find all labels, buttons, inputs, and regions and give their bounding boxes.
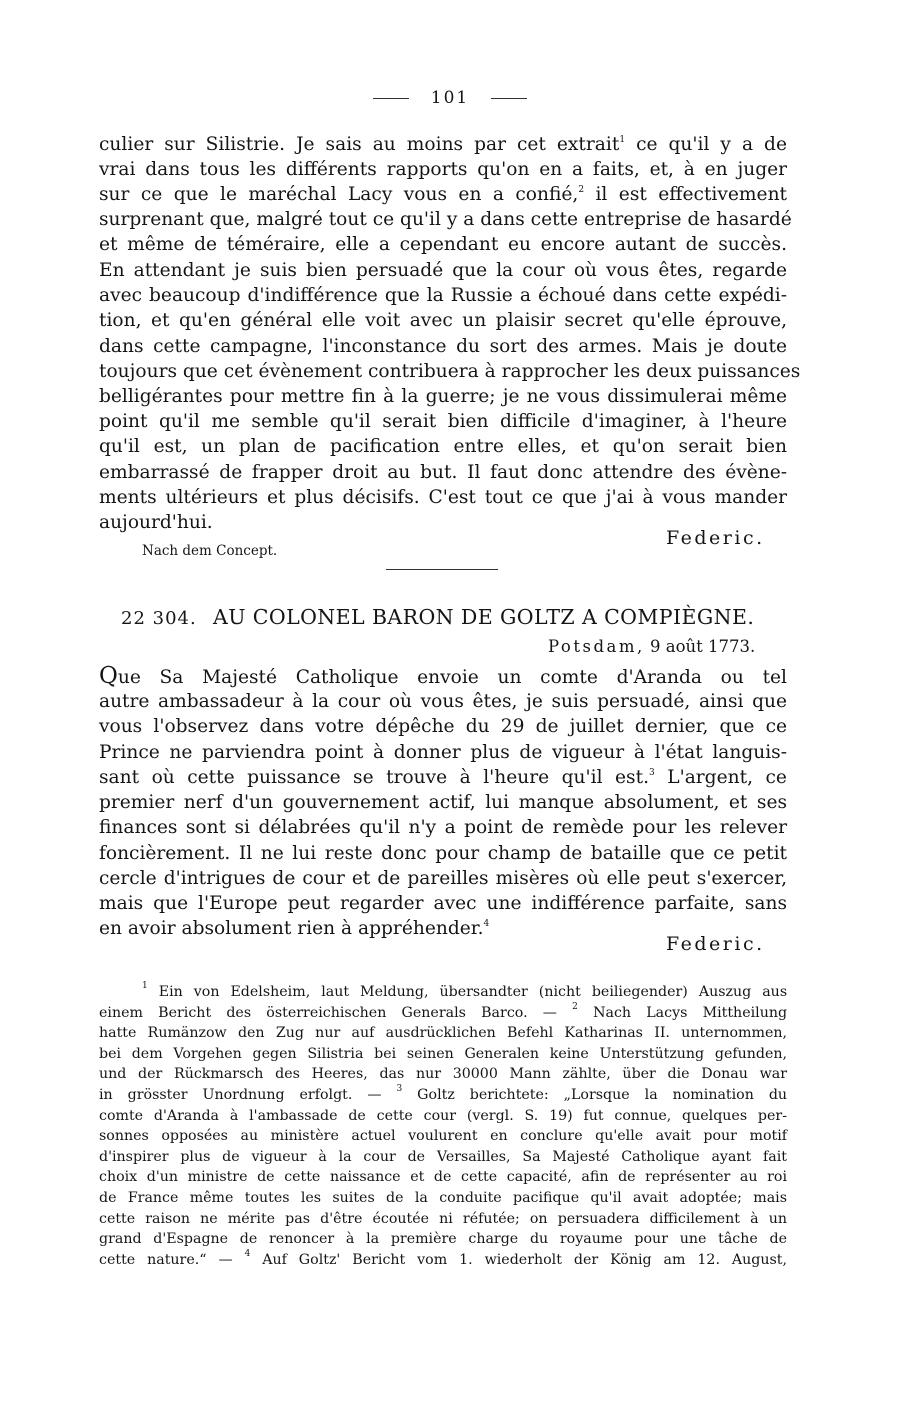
section-divider (386, 569, 498, 570)
footnote-marker: 2 (578, 185, 585, 195)
letter1-line: belligérantes pour mettre fin à la guerre; je ne vous dissimulerai même (99, 386, 787, 407)
footnote-line: und der Rückmarsch des Heeres, das nur 30000 Mann zählte, über die Donau war (99, 1066, 787, 1082)
letter1-line: dans cette campagne, l'inconstance du sort des armes. Mais je doute (99, 336, 787, 357)
letter2-line: Prince ne parviendra point à donner plus de vigueur à l'état languis- (99, 742, 787, 763)
footnote-marker: 4 (244, 1249, 251, 1259)
letter2-line: Que Sa Majesté Catholique envoie un comte d'Aranda ou tel (99, 663, 787, 689)
letter1-line: avec beaucoup d'indifférence que la Russie a échoué dans cette expédi- (99, 285, 787, 306)
letter1-line: toujours que cet évènement contribuera à rapprocher les deux puissances (99, 361, 801, 382)
letter1-line: embarrassé de frapper droit au but. Il faut donc attendre des évène- (99, 462, 787, 483)
letter-number: 22 304. (121, 608, 197, 629)
footnote-line: $^1$ Ein von Edelsheim, laut Meldung, übersandter (nicht beiliegender) Auszug aus (142, 981, 788, 1000)
letter2-line: sant où cette puissance se trouve à l'heure qu'il est.$^3$ L'argent, ce (99, 767, 787, 788)
letter2-line: cercle d'intrigues de cour et de pareilles misères où elle peut s'exercer, (99, 868, 787, 889)
footnote-marker: 2 (572, 1002, 578, 1012)
dateline (548, 637, 755, 656)
letter-title: AU COLONEL BARON DE GOLTZ A COMPIÈGNE. (213, 605, 755, 629)
dateline-date: 9 août 1773. (650, 637, 756, 656)
footnote-line: comte d'Aranda à l'ambassade de cette cour (vergl. S. 19) fut connue, quelques per- (99, 1108, 787, 1124)
letter2-line: en avoir absolument rien à appréhender.$^4$ (99, 918, 490, 939)
letter1-line: qu'il est, un plan de pacification entre elles, et qu'on serait bien (99, 436, 787, 457)
footnote-marker: 4 (483, 919, 490, 929)
footnote-line: einem Bericht des österreichischen Generals Barco. — $^2$ Nach Lacys Mittheilung (99, 1002, 788, 1021)
footnote-line: cette nature.“ — $^4$ Auf Goltz' Bericht vom 1. wiederholt der König am 12. August, (99, 1249, 788, 1268)
letter2-line: premier nerf d'un gouvernement actif, lui manque absolument, et ses (99, 792, 787, 813)
letter2-line: mais que l'Europe peut regarder avec une indifférence parfaite, sans (99, 893, 787, 914)
letter2-signature: Federic. (666, 933, 765, 955)
letter2-line: autre ambassadeur à la cour où vous êtes, je suis persuadé, ainsi que (99, 691, 787, 712)
initial-letter: Q (99, 663, 118, 689)
footnote-marker: 3 (649, 768, 655, 778)
footnote-line: grand d'Espagne de renoncer à la première charge du royaume pour une tâche de (99, 1231, 787, 1247)
footnote-line: d'inspirer plus de vigueur à la cour de Versailles, Sa Majesté Catholique ayant fait (99, 1149, 787, 1165)
letter1-line: tion, et qu'en général elle voit avec un plaisir secret qu'elle éprouve, (99, 310, 787, 331)
page-number: 101 (430, 88, 470, 108)
footnote-line: bei dem Vorgehen gegen Silistria bei seinen Generalen keine Unterstützung gefunden, (99, 1046, 787, 1062)
letter1-line: ments ultérieurs et plus décisifs. C'est tout ce que j'ai à vous mander (99, 487, 787, 508)
letter2-line: finances sont si délabrées qu'il n'y a point de remède pour les relever (99, 817, 787, 838)
footnote-marker: 3 (396, 1084, 403, 1094)
letter1-signature: Federic. (666, 527, 765, 549)
footnote-line: in grösster Unordnung erfolgt. — $^3$ Goltz berichtete: „Lorsque la nomination du (99, 1084, 788, 1103)
footnote-marker: 1 (142, 981, 148, 991)
footnote-marker: 1 (619, 135, 626, 145)
letter1-line: culier sur Silistrie. Je sais au moins par cet extrait$^1$ ce qu'il y a de (99, 134, 787, 155)
letter1-line: sur ce que le maréchal Lacy vous en a confé,$^2$ il est efectivement (99, 184, 788, 205)
dateline-place: Potsdam, (548, 637, 645, 656)
source-note: Nach dem Concept. (142, 543, 278, 559)
letter1-line: En attendant je suis bien persuadé que la cour où vous êtes, regarde (99, 260, 787, 281)
letter1-line: surprenant que, malgré tout ce qu'il y a dans cette entreprise de hasardé (99, 209, 792, 230)
letter1-line: vrai dans tous les différents rapports qu'on en a faits, et, à en juger (99, 159, 787, 180)
letter1-line: et même de téméraire, elle a cependant eu encore autant de succès. (99, 234, 787, 255)
footnote-line: hatte Rumänzow den Zug nur auf ausdrücklichen Befehl Katharinas II. unternommen, (99, 1025, 787, 1041)
footnote-line: de France même toutes les suites de la conduite pacifique qu'il avait adoptée; mais (99, 1190, 787, 1206)
header-rule-left (373, 98, 409, 99)
footnote-line: sonnes opposées au ministère actuel voulurent en conclure qu'elle avait pour motif (99, 1128, 787, 1144)
header-rule-right (491, 98, 527, 99)
letter1-line: aujourd'hui. (99, 512, 213, 533)
letter2-line: foncièrement. Il ne lui reste donc pour champ de bataille que ce petit (99, 843, 787, 864)
footnote-line: choix d'un ministre de cette naissance et de cette capacité, afin de représenter au roi (99, 1169, 787, 1185)
letter2-heading (121, 605, 754, 629)
letter2-line: vous l'observez dans votre dépêche du 29 de juillet dernier, que ce (99, 716, 787, 737)
letter1-line: point qu'il me semble qu'il serait bien difficile d'imaginer, à l'heure (99, 411, 787, 432)
page-header (0, 88, 900, 108)
footnote-line: cette raison ne mérite pas d'être écoutée ni réfutée; on persuadera difficilement à un (99, 1211, 787, 1227)
